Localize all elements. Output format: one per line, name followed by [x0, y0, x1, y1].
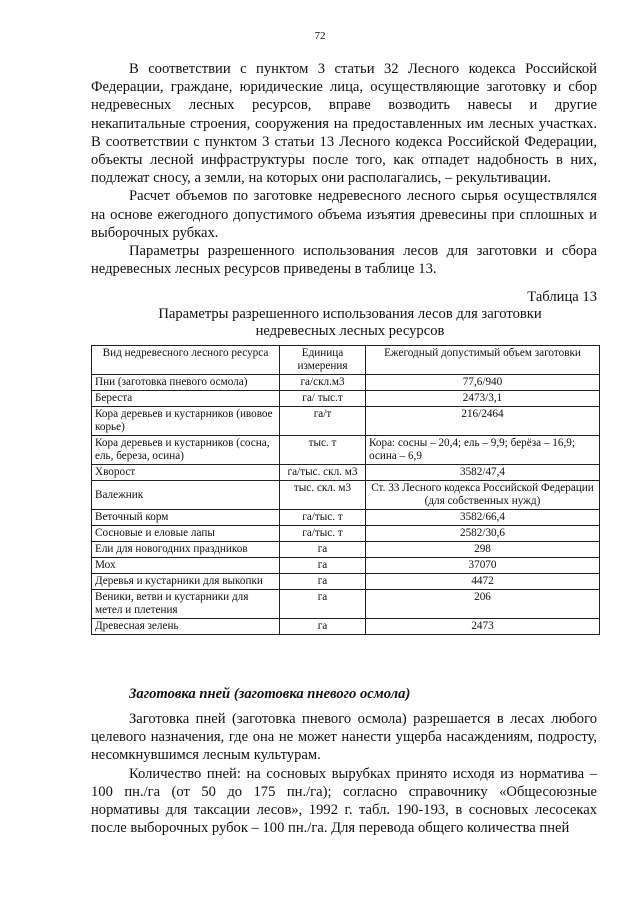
table-row	[92, 391, 600, 407]
paragraph: Количество пней: на сосновых вырубках принято исходя из норматива – 100 пн./га (от 50 до 175 пн./га); согласно справочнику «Общесоюзные нормативы для таксации лесов», 1992 г. табл. 190-193, в сосновых лесосеках после выборочных рубок – 100 пн./га. Для перевода общего количества пней	[91, 765, 597, 837]
resource-cell: Кора деревьев и кустарников (сосна, ель, береза, осина)	[92, 436, 280, 465]
column-header: Ежегодный допустимый объем заготовки	[366, 346, 600, 375]
table-row	[92, 465, 600, 481]
volume-cell: 2473/3,1	[366, 391, 600, 407]
resource-cell: Береста	[92, 391, 280, 407]
unit-cell: га/тыс. т	[280, 526, 366, 542]
resource-cell: Древесная зелень	[92, 619, 280, 635]
volume-cell: 2473	[366, 619, 600, 635]
column-header: Единица измерения	[280, 346, 366, 375]
unit-cell: га/тыс. скл. м3	[280, 465, 366, 481]
volume-cell: 77,6/940	[366, 375, 600, 391]
volume-cell: Кора: сосны – 20,4; ель – 9,9; берёза – 16,9; осина – 6,9	[366, 436, 600, 465]
table-row	[92, 526, 600, 542]
paragraph: Расчет объемов по заготовке недревесного лесного сырья осуществлялся на основе ежегодного допустимого объема изъятия древесины при сплошных и выборочных рубках.	[91, 188, 597, 241]
unit-cell: тыс. скл. м3	[280, 481, 366, 510]
table-title: Параметры разрешенного использования лесов для заготовки недревесных лесных ресурсов	[158, 306, 542, 339]
volume-cell: 2582/30,6	[366, 526, 600, 542]
unit-cell: га	[280, 590, 366, 619]
table-row	[92, 574, 600, 590]
section-text	[91, 710, 597, 837]
volume-cell: 37070	[366, 558, 600, 574]
resource-cell: Пни (заготовка пневого осмола)	[92, 375, 280, 391]
unit-cell: тыс. т	[280, 436, 366, 465]
intro-text	[91, 60, 597, 278]
volume-cell: 3582/66,4	[366, 510, 600, 526]
resource-cell: Веники, ветви и кустарники для метел и плетения	[92, 590, 280, 619]
unit-cell: га/т	[280, 407, 366, 436]
unit-cell: га/тыс. т	[280, 510, 366, 526]
resource-cell: Мох	[92, 558, 280, 574]
volume-cell: 3582/47,4	[366, 465, 600, 481]
volume-cell: 206	[366, 590, 600, 619]
unit-cell: га	[280, 542, 366, 558]
volume-cell: 4472	[366, 574, 600, 590]
unit-cell: га/скл.м3	[280, 375, 366, 391]
resource-cell: Ели для новогодних праздников	[92, 542, 280, 558]
section-heading: Заготовка пней (заготовка пневого осмола)	[129, 686, 411, 702]
volume-cell: Ст. 33 Лесного кодекса Российской Федерации (для собственных нужд)	[366, 481, 600, 510]
table-row	[92, 590, 600, 619]
table-row	[92, 436, 600, 465]
parameters-table	[91, 345, 600, 635]
volume-cell: 216/2464	[366, 407, 600, 436]
unit-cell: га	[280, 619, 366, 635]
table-row	[92, 558, 600, 574]
paragraph: Заготовка пней (заготовка пневого осмола) разрешается в лесах любого целевого назначения, где она не может нанести ущерба насаждениям, подросту, несомкнувшимся лесным культурам.	[91, 711, 597, 764]
unit-cell: га	[280, 574, 366, 590]
volume-cell: 298	[366, 542, 600, 558]
table-row	[92, 407, 600, 436]
resource-cell: Кора деревьев и кустарников (ивовое корье)	[92, 407, 280, 436]
resource-cell: Веточный корм	[92, 510, 280, 526]
column-header: Вид недревесного лесного ресурса	[92, 346, 280, 375]
resource-cell: Деревья и кустарники для выкопки	[92, 574, 280, 590]
resource-cell: Валежник	[92, 481, 280, 510]
table-label: Таблица 13	[527, 289, 597, 305]
table-row	[92, 619, 600, 635]
page-number: 72	[314, 30, 326, 42]
table-header-row	[92, 346, 600, 375]
table-row	[92, 481, 600, 510]
paragraph: В соответствии с пунктом 3 статьи 32 Лесного кодекса Российской Федерации, граждане, юридические лица, осуществляющие заготовку и сбор недревесных лесных ресурсов, вправе возводить навесы и другие некапитальные строения, сооружения на предоставленных им лесных участках. В соответствии с пунктом 3 статьи 13 Лесного кодекса Российской Федерации, объекты лесной инфраструктуры после того, как отпадет надобность в них, подлежат сносу, а земли, на которых они располагались, – рекультивации.	[91, 61, 597, 187]
unit-cell: га	[280, 558, 366, 574]
table-row	[92, 375, 600, 391]
resource-cell: Хворост	[92, 465, 280, 481]
table-row	[92, 510, 600, 526]
table-row	[92, 542, 600, 558]
paragraph: Параметры разрешенного использования лесов для заготовки и сбора недревесных лесных ресурсов приведены в таблице 13.	[91, 243, 597, 278]
unit-cell: га/ тыс.т	[280, 391, 366, 407]
resource-cell: Сосновые и еловые лапы	[92, 526, 280, 542]
